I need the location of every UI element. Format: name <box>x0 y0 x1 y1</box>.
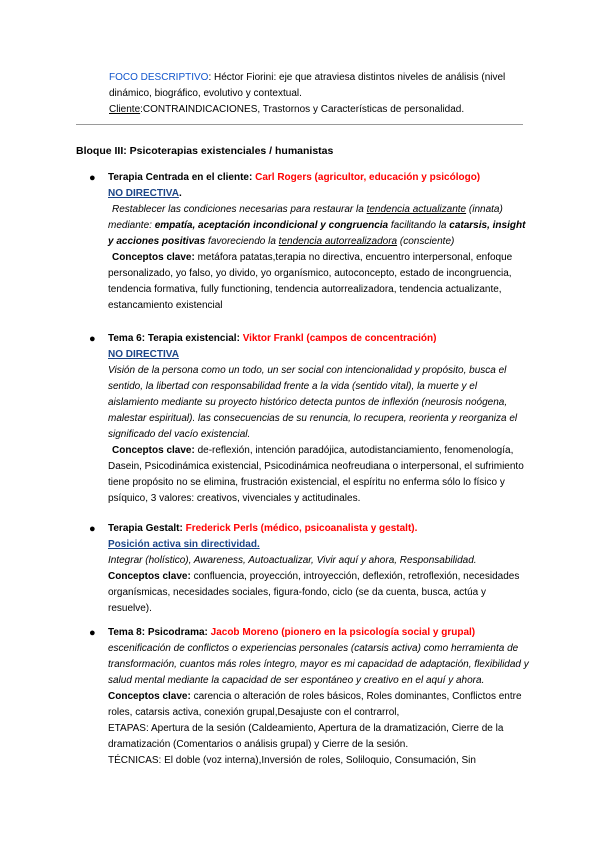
section-author: Frederick Perls (médico, psicoanalista y gestalt). <box>185 523 418 534</box>
directivity-line <box>108 347 529 363</box>
foco-text: : Héctor Fiorini: eje que atraviesa distintos niveles de análisis (nivel dinámico, biográfico, evolutivo y contextual. <box>109 72 506 99</box>
section-description: Integrar (holístico), Awareness, Autoactualizar, Vivir aquí y ahora, Responsabilidad. <box>108 555 477 566</box>
concepts-label: Conceptos clave: <box>112 445 195 456</box>
bullet-icon: ● <box>89 333 96 345</box>
foco-descriptivo-line <box>109 70 549 102</box>
intro-block <box>109 70 549 118</box>
cliente-line <box>109 102 549 118</box>
section-existential <box>89 331 529 507</box>
section-concepts <box>108 443 529 507</box>
section-psychodrama <box>89 625 529 769</box>
directivity-line <box>108 537 529 553</box>
section-title-line <box>108 331 529 347</box>
horizontal-divider <box>76 124 523 125</box>
section-description: escenificación de conflictos o experiencias personales (catarsis activa) como herramienta de transformación, cuantos más roles íntegro, mayor es mi capacidad de adaptación, flexibilidad y salud mental mediante la capacidad de ser espontáneo y creativo en el aquí y ahora. <box>108 643 529 686</box>
bullet-icon: ● <box>89 172 96 184</box>
section-title-line <box>108 170 529 186</box>
cliente-text: :CONTRAINDICACIONES, Trastornos y Características de personalidad. <box>140 104 465 115</box>
section-description: Visión de la persona como un todo, un ser social con intencionalidad y propósito, busca el sentido, la libertad con responsabilidad frente a la vida (sentido vital), la muerte y el aislamiento mediante su proyecto histórico detecta puntos de inflexión (neurosis noógena, malestar espiritual). las consecuencias de su renuncia, lo recupera, reorienta y reorganiza el significado del vacío existencial. <box>108 365 518 440</box>
section-concepts <box>108 250 529 314</box>
concepts-text: confluencia, proyección, introyección, deflexión, retroflexión, necesidades organísmicas, necesidades sociales, figura-fondo, ciclo (se da cuenta, busca, actúa y resuelve). <box>108 571 520 614</box>
directivity-tail: . <box>178 188 182 199</box>
directivity-label: NO DIRECTIVA <box>108 188 179 199</box>
section-title-line <box>108 625 529 641</box>
section-author: Carl Rogers (agricultor, educación y psicólogo) <box>255 172 481 183</box>
section-etapas: ETAPAS: Apertura de la sesión (Caldeamiento, Apertura de la dramatización, Cierre de la dramatización (Comentarios o análisis grupal) y Cierre de la sesión. <box>108 723 504 750</box>
desc-part: tendencia autorrealizadora <box>278 236 398 247</box>
section-client-centered <box>89 170 529 314</box>
concepts-text: metáfora patatas,terapia no directiva, encuentro interpersonal, enfoque personalizado, yo falso, yo divido, yo organísmico, autoconcepto, estado de incongruencia, tendencia formativa, fully functioning, tendencia autorrealizadora, tendencia actualizante, estancamiento existencial <box>108 252 513 311</box>
section-gestalt <box>89 521 529 617</box>
desc-part: facilitando la <box>388 220 450 231</box>
directivity-line <box>108 186 529 202</box>
section-title: Terapia Centrada en el cliente: <box>108 172 256 183</box>
desc-part: (innata) mediante: <box>108 204 503 231</box>
bullet-icon: ● <box>89 627 96 639</box>
directivity-label: Posición activa sin directividad. <box>108 539 260 550</box>
block-heading: Bloque III: Psicoterapias existenciales / humanistas <box>76 145 334 157</box>
section-description <box>108 202 529 250</box>
section-title: Terapia Gestalt: <box>108 523 186 534</box>
desc-part: Restablecer las condiciones necesarias para restaurar la <box>112 204 367 215</box>
desc-part: favoreciendo la <box>205 236 279 247</box>
bullet-icon: ● <box>89 523 96 535</box>
section-title: Tema 8: Psicodrama: <box>108 627 211 638</box>
cliente-label: Cliente <box>109 104 141 115</box>
desc-part: catarsis, insight y acciones positivas <box>108 220 526 247</box>
section-concepts <box>108 569 529 617</box>
concepts-label: Conceptos clave: <box>112 252 195 263</box>
section-author: Jacob Moreno (pionero en la psicología social y grupal) <box>210 627 476 638</box>
concepts-text: de-reflexión, intención paradójica, autodistanciamiento, fenomenología, Dasein, Psicodinámica existencial, Psicodinámica neofreudiana o interpersonal, el sufrimiento tiene propósito no se elimina, frustración existencial, el espíritu no enferma sólo lo físico y psíquico, 3 valores: creativos, vivenciales y actitudinales. <box>108 445 524 504</box>
concepts-text: carencia o alteración de roles básicos, Roles dominantes, Conflictos entre roles, catarsis activa, conexión grupal,Desajuste con el contrarrol, <box>108 691 522 718</box>
desc-part: empatía, aceptación incondicional y congruencia <box>154 220 389 231</box>
concepts-label: Conceptos clave: <box>108 691 191 702</box>
section-concepts <box>108 689 529 721</box>
section-title-line <box>108 521 529 537</box>
foco-label: FOCO DESCRIPTIVO <box>109 72 209 83</box>
section-title: Tema 6: Terapia existencial: <box>108 333 243 344</box>
desc-part: tendencia actualizante <box>366 204 467 215</box>
desc-part: (consciente) <box>397 236 455 247</box>
section-author: Viktor Frankl (campos de concentración) <box>242 333 437 344</box>
concepts-label: Conceptos clave: <box>108 571 191 582</box>
directivity-label: NO DIRECTIVA <box>108 349 179 360</box>
section-tecnicas: TÉCNICAS: El doble (voz interna),Inversión de roles, Soliloquio, Consumación, Sin <box>108 755 476 766</box>
